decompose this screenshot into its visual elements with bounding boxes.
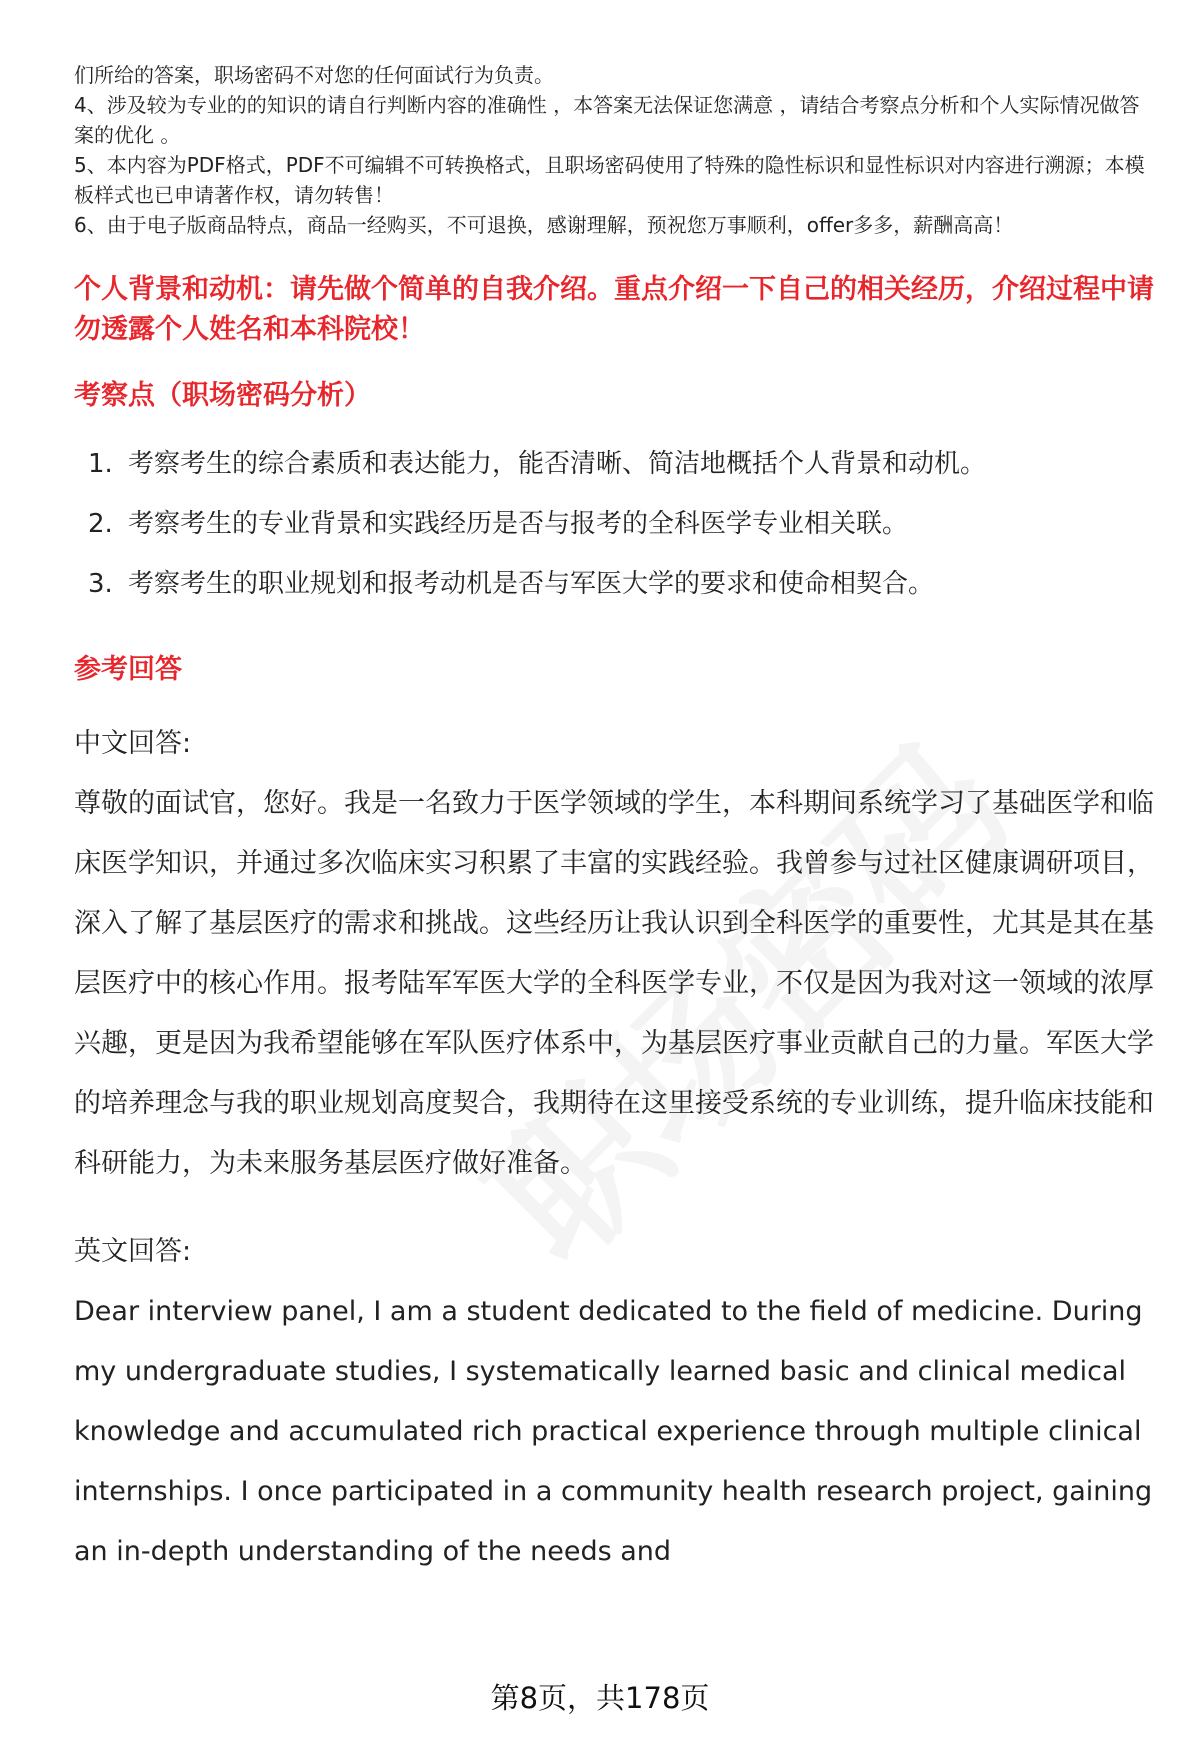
list-item-text: 考察考生的职业规划和报考动机是否与军医大学的要求和使命相契合。 (128, 569, 935, 599)
list-item-text: 考察考生的专业背景和实践经历是否与报考的全科医学专业相关联。 (128, 509, 909, 539)
notice-line: 们所给的答案，职场密码不对您的任何面试行为负责。 (74, 63, 554, 87)
list-item (74, 446, 1154, 506)
document-page (74, 60, 1154, 1582)
notice-line: 5、本内容为PDF格式，PDF不可编辑不可转换格式，且职场密码使用了特殊的隐性标识和显性标识对内容进行溯源；本模板样式也已申请著作权，请勿转售！ (74, 153, 1145, 207)
list-item-text: 考察考生的综合素质和表达能力，能否清晰、简洁地概括个人背景和动机。 (128, 449, 987, 479)
page-number-footer: 第8页，共178页 (490, 1681, 710, 1715)
notice-line: 4、涉及较为专业的的知识的请自行判断内容的准确性 ，本答案无法保证您满意 ，请结合考察点分析和个人实际情况做答案的优化 。 (74, 93, 1140, 147)
chinese-answer-label: 中文回答: (74, 728, 192, 759)
list-item-number: 1. (88, 449, 113, 479)
list-item (74, 506, 1154, 566)
notice-block (74, 60, 1154, 240)
notice-line: 6、由于电子版商品特点，商品一经购买，不可退换，感谢理解，预祝您万事顺利，offer多多，薪酬高高！ (74, 213, 1014, 237)
question-heading: 个人背景和动机：请先做个简单的自我介绍。重点介绍一下自己的相关经历，介绍过程中请勿透露个人姓名和本科院校！ (74, 274, 1154, 345)
points-title: 考察点（职场密码分析） (74, 380, 371, 411)
list-item-number: 2. (88, 509, 113, 539)
english-answer-label: 英文回答: (74, 1236, 192, 1267)
list-item (74, 566, 1154, 626)
points-list (74, 446, 1154, 626)
chinese-answer-text: 尊敬的面试官，您好。我是一名致力于医学领域的学生，本科期间系统学习了基础医学和临床医学知识，并通过多次临床实习积累了丰富的实践经验。我曾参与过社区健康调研项目，深入了解了基层医疗的需求和挑战。这些经历让我认识到全科医学的重要性，尤其是其在基层医疗中的核心作用。报考陆军军医大学的全科医学专业，不仅是因为我对这一领域的浓厚兴趣，更是因为我希望能够在军队医疗体系中，为基层医疗事业贡献自己的力量。军医大学的培养理念与我的职业规划高度契合，我期待在这里接受系统的专业训练，提升临床技能和科研能力，为未来服务基层医疗做好准备。 (74, 788, 1154, 1179)
list-item-number: 3. (88, 569, 113, 599)
answer-title: 参考回答 (74, 654, 182, 685)
english-answer-text: Dear interview panel, I am a student dedicated to the field of medicine. During my undergraduate studies, I systematically learned basic and clinical medical knowledge and accumulated rich practical experience through multiple clinical internships. I once participated in a community health research project, gaining an in-depth understanding of the needs and (74, 1296, 1153, 1567)
